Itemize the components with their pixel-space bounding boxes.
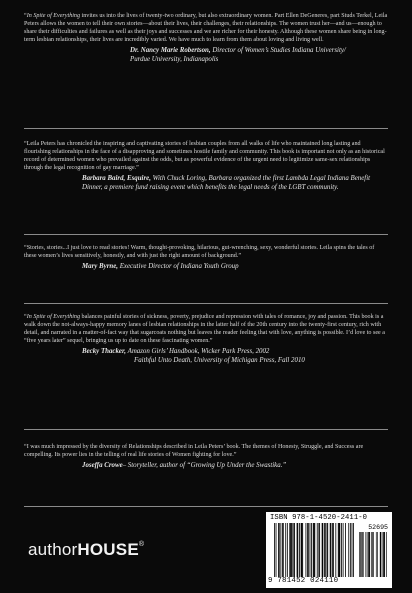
- barcode-bar: [285, 523, 286, 577]
- barcode-bar: [359, 532, 360, 577]
- barcode-bar: [322, 523, 323, 577]
- barcode-bar: [345, 523, 346, 577]
- review-quote: “Leila Peters has chronicled the inspiring and captivating stories of lesbian couples from all walks of life who maintained long lasting and flourishing relationships in the face of a disapproving and sometimes hostile family and community. This book is important not only as an historical record of determined women who prevailed against the odds, but as powerful evidence of the urgent need to legitimize same-sex relationships through the legal recognition of gay marriage.”: [24, 141, 385, 172]
- barcode-bar: [291, 523, 292, 577]
- barcode-bar: [384, 532, 385, 577]
- barcode-bar: [313, 523, 314, 577]
- barcode-bar: [373, 532, 374, 577]
- barcode-bar: [278, 523, 279, 577]
- barcode-bar: [322, 523, 323, 577]
- barcode-addon-bars: [359, 532, 387, 577]
- barcode-bar: [335, 523, 336, 577]
- isbn-barcode: [266, 512, 392, 588]
- barcode-bar: [282, 523, 283, 577]
- barcode-bar: [333, 523, 334, 577]
- barcode-bar: [287, 523, 288, 577]
- barcode-bar: [294, 523, 295, 577]
- barcode-bar: [302, 523, 303, 577]
- barcode-bar: [280, 523, 281, 577]
- review-baird: [24, 140, 388, 193]
- barcode-bar: [311, 523, 312, 577]
- isbn-number: ISBN 978-1-4520-2411-0: [270, 514, 368, 522]
- barcode-bar: [307, 523, 308, 577]
- review-crowe: [24, 443, 388, 471]
- barcode-bar: [327, 523, 328, 577]
- review-byrne: [24, 244, 388, 272]
- barcode-bar: [314, 523, 315, 577]
- barcode-bar: [341, 523, 342, 577]
- barcode-bar: [301, 523, 302, 577]
- barcode-bar: [338, 523, 339, 577]
- barcode-bar: [283, 523, 284, 577]
- barcode-bar: [348, 523, 349, 577]
- reviewer-affiliation: Amazon Girls’ Handbook, Wicker Park Press, 2002: [126, 348, 270, 356]
- barcode-bar: [276, 523, 277, 577]
- barcode-bar: [327, 523, 328, 577]
- review-thacker: [24, 313, 388, 366]
- barcode-bar: [330, 523, 331, 577]
- barcode-bar: [353, 523, 354, 577]
- barcode-bar: [317, 523, 318, 577]
- barcode-bar: [369, 532, 370, 577]
- review-attribution: [82, 263, 388, 272]
- reviewer-name: Barbara Baird, Esquire,: [82, 175, 151, 183]
- barcode-bar: [319, 523, 320, 577]
- barcode-bar: [293, 523, 294, 577]
- barcode-bar: [386, 532, 387, 577]
- barcode-bar: [371, 532, 372, 577]
- review-robertson: [24, 12, 388, 65]
- barcode-bar: [310, 523, 311, 577]
- divider: [24, 234, 388, 235]
- barcode-bar: [361, 532, 362, 577]
- barcode-bar: [289, 523, 290, 577]
- reviewer-affiliation: Executive Director of Indiana Youth Group: [117, 263, 239, 271]
- barcode-bar: [301, 523, 302, 577]
- barcode-bar: [367, 532, 368, 577]
- barcode-bar: [343, 523, 344, 577]
- barcode-bar: [369, 532, 370, 577]
- reviewer-name: Dr. Nancy Marie Robertson,: [130, 47, 211, 55]
- barcode-bar: [299, 523, 300, 577]
- barcode-bar: [339, 523, 340, 577]
- barcode-bar: [306, 523, 307, 577]
- barcode-bar: [383, 532, 384, 577]
- review-attribution: [82, 348, 388, 365]
- barcode-bar: [384, 532, 385, 577]
- reviewer-affiliation: Director of Women’s Studies Indiana University/: [210, 47, 346, 55]
- divider: [24, 128, 388, 129]
- reviewer-affiliation-line2: Faithful Unto Death, University of Michigan Press, Fall 2010: [134, 356, 305, 364]
- barcode-bar: [274, 523, 275, 577]
- barcode-bar: [292, 523, 293, 577]
- reviewer-affiliation: – Storyteller, author of “Growing Up Under the Swastika.”: [122, 462, 287, 470]
- barcode-bar: [331, 523, 332, 577]
- reviewer-name: Joseffa Crowe: [82, 462, 123, 470]
- price-code: 52695: [368, 524, 388, 531]
- ean-digits: 9 781452 024110: [268, 577, 339, 585]
- divider: [24, 506, 388, 507]
- barcode-bar: [332, 523, 333, 577]
- barcode-bar: [314, 523, 315, 577]
- review-quote: “Stories, stories...I just love to read stories! Warm, thought-provoking, hilarious, gut-wrenching, sexy, wonderful stories. Leila spins the tales of these women’s lives sensitively, honestly, and with just the right amount of background.”: [24, 245, 375, 260]
- book-title: In Spite of Everything: [26, 13, 81, 19]
- review-attribution: [130, 47, 388, 64]
- divider: [24, 429, 388, 430]
- review-quote: “In Spite of Everything invites us into the lives of twenty-two ordinary, but also extraordinary women. Part Ellen DeGeneres, part Studs Terkel, Leila Peters allows the women to tell their own stories—about their lives, their challenges, their relationships. The women trust her—and us—enough to share their difficulties and failures as well as their joys and successes and we are richer for their honesty. Although these women share being in long-term lesbian relationships, their lives are incredibly varied. We have much to learn from them about loving and living well.: [24, 13, 388, 44]
- review-quote: “I was much impressed by the diversity of Relationships described in Leila Peters’ book. The themes of Honesty, Struggle, and Success are compelling. Its power lies in the telling of real life stories of Women fighting for love.”: [24, 444, 364, 459]
- barcode-bar: [352, 523, 353, 577]
- publisher-logo: authorHOUSE®: [28, 540, 145, 559]
- barcode-bar: [297, 523, 298, 577]
- barcode-bar: [382, 532, 383, 577]
- book-title: In Spite of Everything: [26, 314, 81, 320]
- review-quote: “In Spite of Everything balances painful stories of sickness, poverty, prejudice and repression with tales of romance, joy and passion. This book is a walk down the not-always-happy memory lanes of lesbian relationships in the latter half of the 20th century into the twenty-first century, rich with detail, and narrated in a matter-of-fact way that sugarcoats nothing but leaves the reader feeling that with love, anything is possible. I’d love to see a “five years later” sequel, bringing us up to date on these fascinating women.”: [24, 314, 385, 345]
- barcode-bar: [376, 532, 377, 577]
- barcode-bar: [297, 523, 298, 577]
- review-attribution: [82, 462, 388, 471]
- barcode-bar: [325, 523, 326, 577]
- barcode-bars: [274, 523, 354, 577]
- review-attribution: [82, 175, 388, 192]
- barcode-bar: [380, 532, 381, 577]
- reviewer-affiliation: With Chuck Loring, Barbara organized the first Lambda Legal Indiana Benefit Dinner, a premiere fund raising event which benefits the legal needs of the LGBT community.: [82, 175, 371, 191]
- barcode-bar: [360, 532, 361, 577]
- reviewer-name: Becky Thacker,: [82, 348, 127, 356]
- barcode-bar: [372, 532, 373, 577]
- barcode-bar: [380, 532, 381, 577]
- barcode-bar: [366, 532, 367, 577]
- barcode-bar: [318, 523, 319, 577]
- barcode-bar: [290, 523, 291, 577]
- barcode-bar: [339, 523, 340, 577]
- divider: [24, 303, 388, 304]
- barcode-bar: [324, 523, 325, 577]
- barcode-bar: [368, 532, 369, 577]
- barcode-bar: [362, 532, 363, 577]
- barcode-bar: [308, 523, 309, 577]
- barcode-bar: [363, 532, 364, 577]
- barcode-bar: [279, 523, 280, 577]
- reviewer-name: Mary Byrne,: [82, 263, 118, 271]
- barcode-bar: [377, 532, 378, 577]
- reviewer-affiliation-line2: Purdue University, Indianapolis: [130, 55, 219, 63]
- barcode-bar: [350, 523, 351, 577]
